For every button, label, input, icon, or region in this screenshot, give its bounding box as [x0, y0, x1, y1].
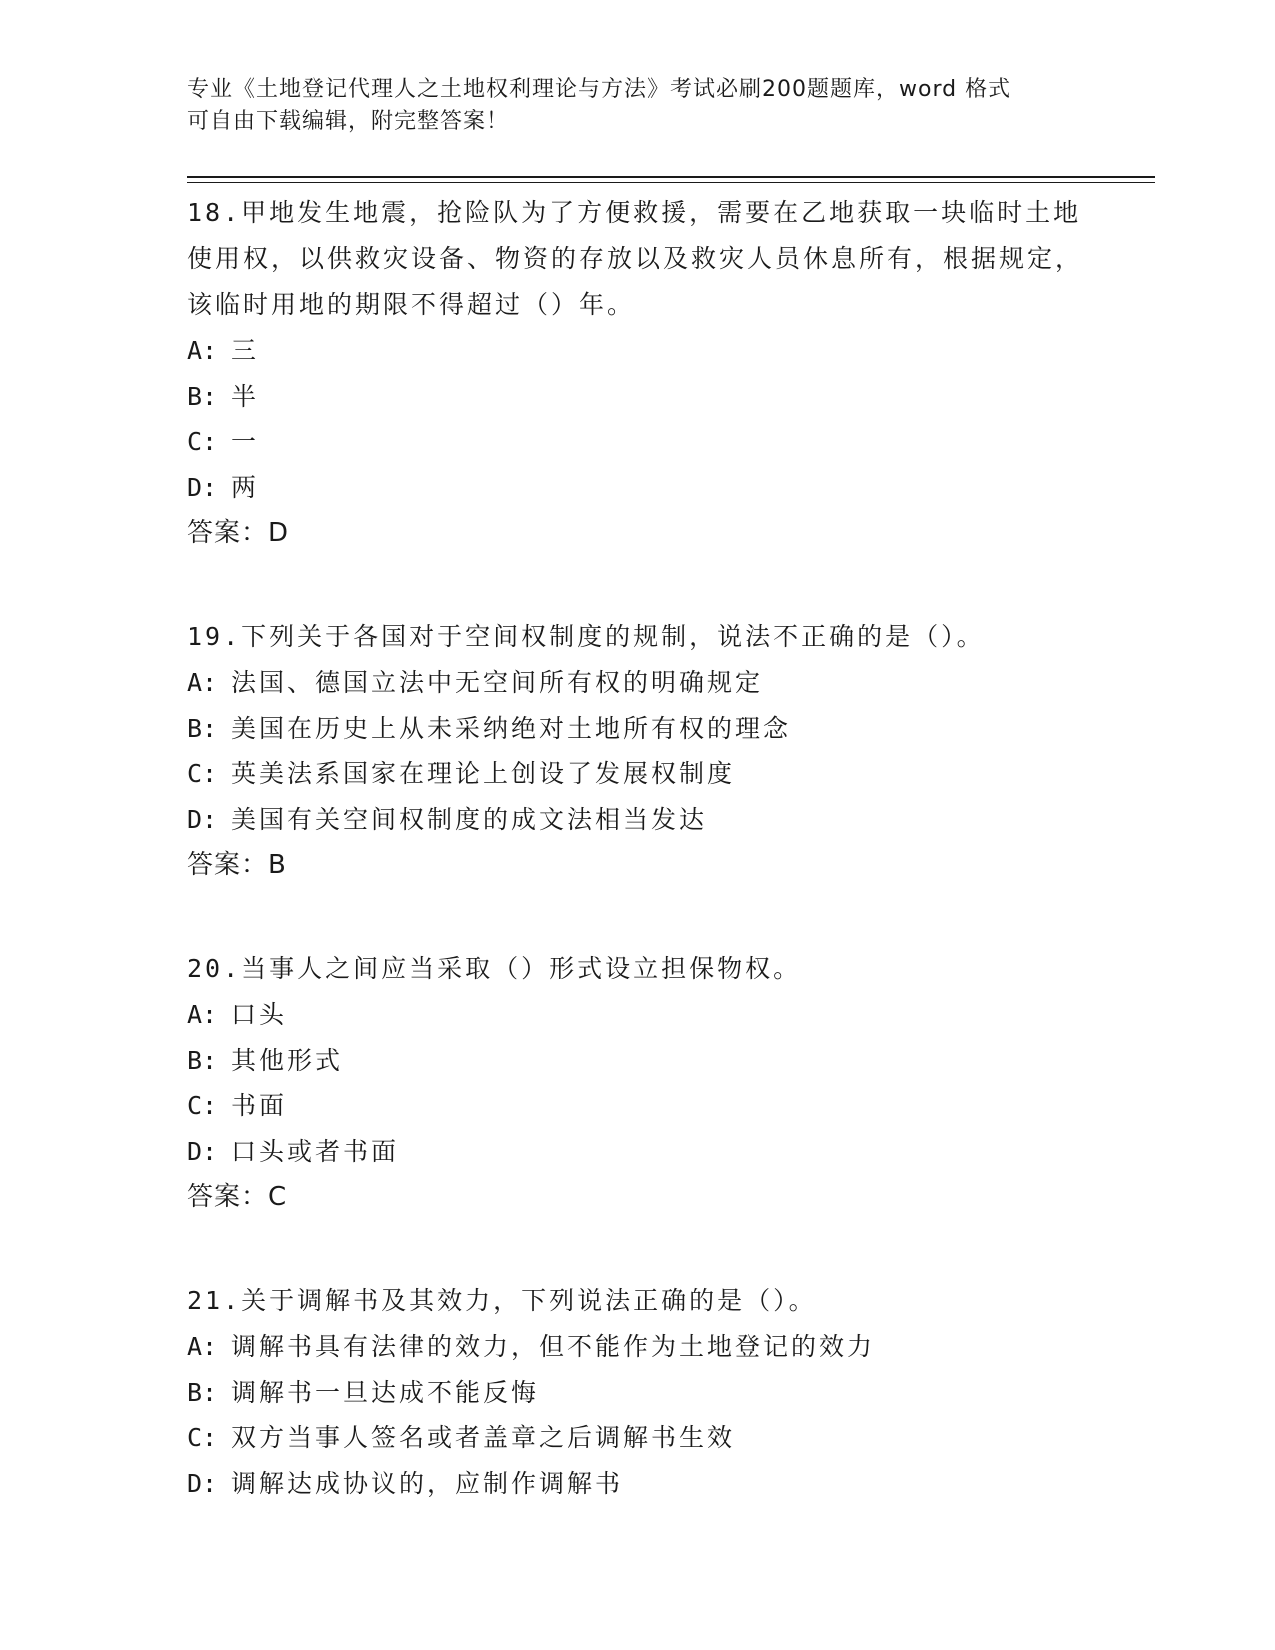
answer-line — [187, 1174, 1087, 1220]
question-stem: 19.下列关于各国对于空间权制度的规制，说法不正确的是（）。 — [187, 622, 985, 651]
option-d — [187, 465, 1087, 511]
option-text: 书面 — [231, 1091, 288, 1120]
option-a — [187, 328, 1087, 374]
answer-value: D — [268, 518, 290, 548]
option-text: 其他形式 — [231, 1045, 344, 1075]
option-d — [187, 1129, 1087, 1175]
option-letter: A: — [187, 1000, 218, 1029]
option-c — [187, 419, 1087, 465]
question-20 — [187, 946, 1087, 1220]
option-text: 双方当事人签名或者盖章之后调解书生效 — [231, 1423, 736, 1452]
option-text: 口头 — [231, 1000, 288, 1029]
option-b — [187, 1370, 1087, 1416]
question-list — [187, 190, 1087, 1506]
option-text: 调解书具有法律的效力，但不能作为土地登记的效力 — [231, 1332, 876, 1361]
answer-value: C — [268, 1182, 288, 1212]
option-a — [187, 1324, 1087, 1370]
option-text: 美国在历史上从未采纳绝对土地所有权的理念 — [231, 713, 792, 743]
option-letter: A: — [187, 668, 218, 697]
question-19 — [187, 614, 1087, 888]
option-d — [187, 1461, 1087, 1507]
option-a — [187, 660, 1087, 706]
option-text: 半 — [231, 381, 260, 411]
option-text: 两 — [231, 472, 260, 502]
option-letter: D: — [187, 472, 218, 502]
header-line-2: 可自由下载编辑，附完整答案！ — [187, 109, 510, 134]
answer-label: 答案： — [187, 850, 269, 880]
option-d — [187, 797, 1087, 843]
option-text: 一 — [231, 427, 260, 456]
option-letter: C: — [187, 1091, 218, 1120]
option-a — [187, 992, 1087, 1038]
header-divider-thick — [187, 176, 1155, 178]
option-b — [187, 706, 1087, 752]
answer-line — [187, 510, 1087, 556]
option-text: 美国有关空间权制度的成文法相当发达 — [231, 804, 708, 834]
question-18 — [187, 190, 1087, 556]
option-letter: D: — [187, 804, 218, 834]
option-b — [187, 374, 1087, 420]
option-letter: B: — [187, 1045, 218, 1075]
option-letter: A: — [187, 1332, 218, 1361]
option-letter: D: — [187, 1468, 218, 1498]
question-stem: 18.甲地发生地震，抢险队为了方便救援，需要在乙地获取一块临时土地使用权，以供救灾设备、物资的存放以及救灾人员休息所有，根据规定，该临时用地的期限不得超过（）年。 — [187, 198, 1084, 319]
option-letter: C: — [187, 759, 218, 788]
option-text: 口头或者书面 — [231, 1136, 400, 1166]
question-stem: 21.关于调解书及其效力，下列说法正确的是（）。 — [187, 1286, 817, 1315]
option-c — [187, 1415, 1087, 1461]
option-letter: C: — [187, 1423, 218, 1452]
header-divider-thin — [187, 182, 1155, 183]
option-text: 三 — [231, 336, 260, 365]
option-c — [187, 751, 1087, 797]
option-c — [187, 1083, 1087, 1129]
question-21 — [187, 1278, 1087, 1506]
answer-value: B — [268, 850, 287, 880]
option-letter: B: — [187, 1377, 218, 1407]
option-b — [187, 1038, 1087, 1084]
answer-line — [187, 842, 1087, 888]
option-letter: B: — [187, 381, 218, 411]
option-text: 法国、德国立法中无空间所有权的明确规定 — [231, 668, 764, 697]
option-text: 英美法系国家在理论上创设了发展权制度 — [231, 759, 736, 788]
option-letter: D: — [187, 1136, 218, 1166]
option-text: 调解书一旦达成不能反悔 — [231, 1377, 540, 1407]
option-text: 调解达成协议的，应制作调解书 — [231, 1468, 624, 1498]
question-stem: 20.当事人之间应当采取（）形式设立担保物权。 — [187, 954, 802, 983]
header-line-1: 专业《土地登记代理人之土地权利理论与方法》考试必刷200题题库，word 格式 — [187, 77, 1012, 102]
option-letter: B: — [187, 713, 218, 743]
document-header — [187, 74, 1067, 138]
option-letter: A: — [187, 336, 218, 365]
option-letter: C: — [187, 427, 218, 456]
answer-label: 答案： — [187, 518, 269, 548]
answer-label: 答案： — [187, 1182, 269, 1212]
